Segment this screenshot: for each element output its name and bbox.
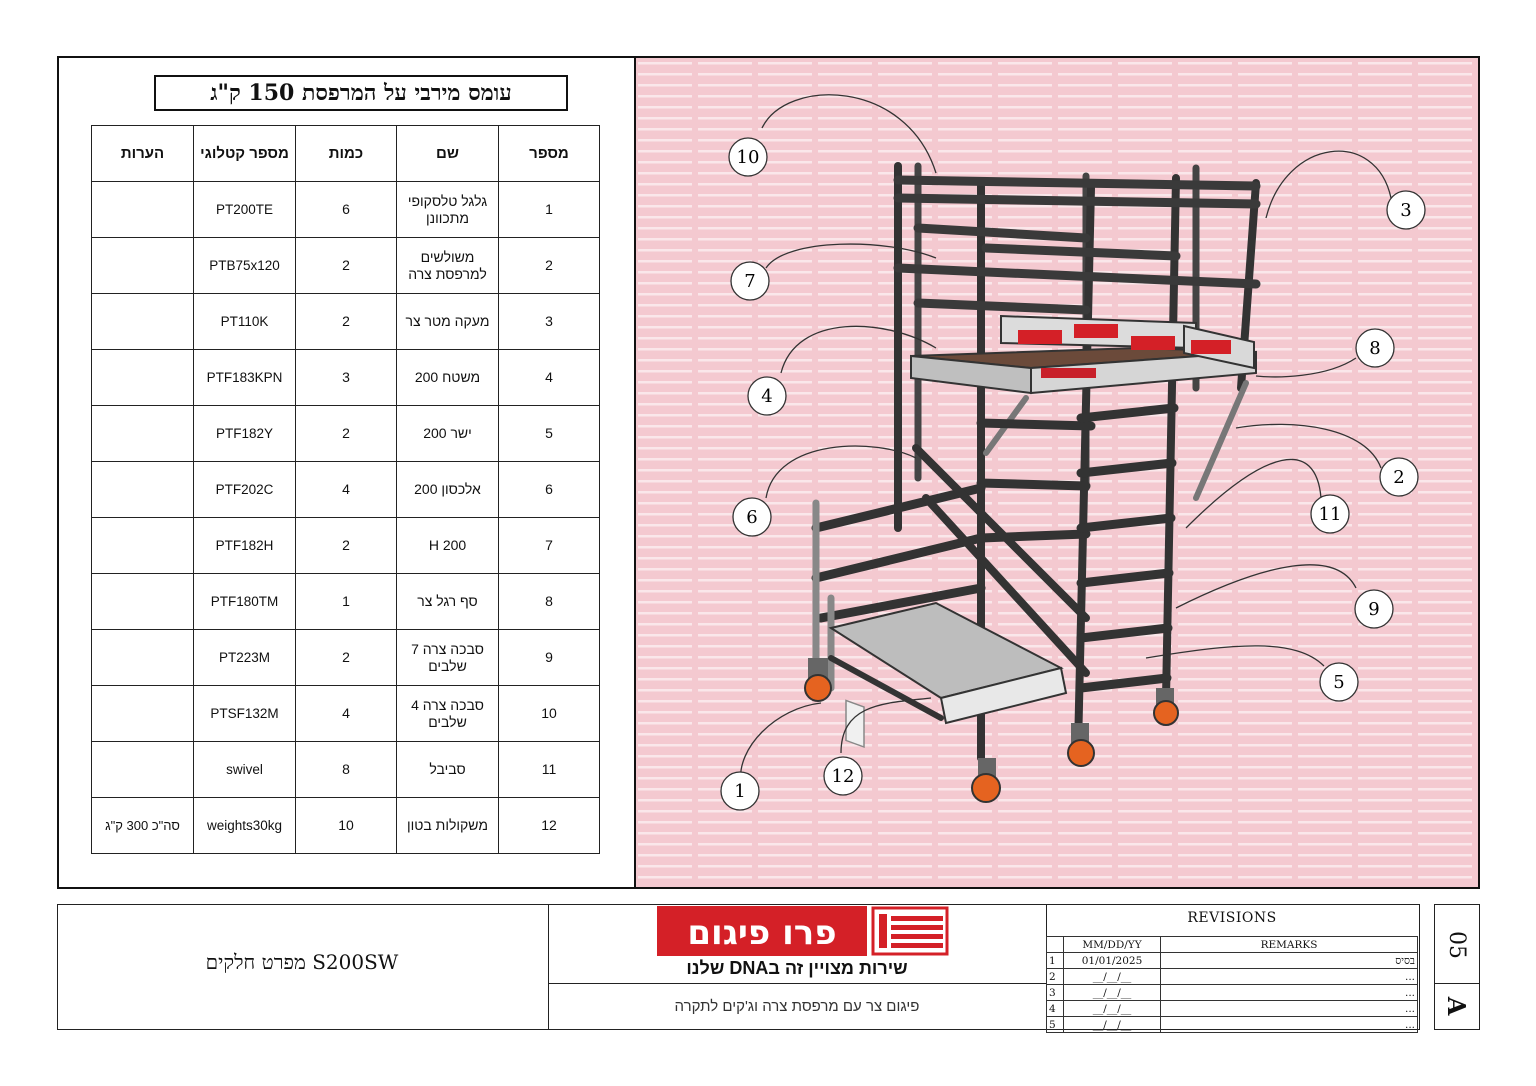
rev-header-date: MM/DD/YY [1064, 937, 1161, 953]
cell-catalog: PT110K [194, 294, 296, 350]
table-row [92, 406, 600, 462]
cell-quantity: 4 [296, 686, 397, 742]
table-row [92, 630, 600, 686]
cell-notes [92, 406, 194, 462]
rev-date: __/__/__ [1064, 969, 1161, 985]
svg-text:1: 1 [734, 781, 746, 802]
cell-name: H 200 [397, 518, 499, 574]
rev-header-remarks: REMARKS [1161, 937, 1418, 953]
rev-number: 2 [1047, 969, 1064, 985]
svg-text:10: 10 [736, 147, 760, 168]
callout-10 [729, 138, 767, 176]
callout-5 [1320, 663, 1358, 701]
toe-board-label-3 [1131, 336, 1175, 350]
revisions-table [1046, 936, 1418, 1033]
cell-quantity: 1 [296, 574, 397, 630]
cell-number: 3 [499, 294, 600, 350]
svg-text:4: 4 [761, 386, 773, 407]
table-row [92, 462, 600, 518]
toe-board-label-4 [1191, 340, 1231, 354]
table-row [92, 742, 600, 798]
drawing-name: S200SW מפרט חלקים [205, 950, 399, 974]
table-row [92, 350, 600, 406]
cell-notes [92, 518, 194, 574]
cell-number: 9 [499, 630, 600, 686]
svg-text:2: 2 [1393, 467, 1405, 488]
revisions-title: REVISIONS [1187, 910, 1277, 926]
cell-quantity: 6 [296, 182, 397, 238]
cell-catalog: PTF182Y [194, 406, 296, 462]
cell-name: ישר 200 [397, 406, 499, 462]
callout-2 [1380, 458, 1418, 496]
parts-table [91, 125, 600, 854]
table-row [92, 574, 600, 630]
logo-text: פרו פיגום [687, 913, 837, 953]
callout-9 [1355, 590, 1393, 628]
rev-number: 1 [1047, 953, 1064, 969]
callout-11 [1311, 495, 1349, 533]
cell-notes [92, 630, 194, 686]
parts-table-header [92, 126, 600, 182]
cell-quantity: 2 [296, 630, 397, 686]
cell-catalog: PTB75x120 [194, 238, 296, 294]
table-row [92, 686, 600, 742]
cell-notes [92, 462, 194, 518]
cell-notes [92, 238, 194, 294]
cell-quantity: 4 [296, 462, 397, 518]
cell-number: 10 [499, 686, 600, 742]
header-name: שם [397, 126, 499, 182]
max-load-title: עומס מירבי על המרפסת 150 ק"ג [154, 75, 568, 111]
cell-name: סבכה צרה 4 שלבים [397, 686, 499, 742]
scaffold-drawing [636, 58, 1478, 887]
revision-row [1047, 1001, 1418, 1017]
callout-7 [731, 262, 769, 300]
cell-number: 11 [499, 742, 600, 798]
cell-number: 5 [499, 406, 600, 462]
cell-catalog: swivel [194, 742, 296, 798]
revision-row [1047, 953, 1418, 969]
header-quantity: כמות [296, 126, 397, 182]
revisions-header [1047, 937, 1418, 953]
rev-remark: ... [1161, 985, 1418, 1001]
rev-remark: ... [1161, 1001, 1418, 1017]
callout-8 [1356, 329, 1394, 367]
cell-quantity: 2 [296, 238, 397, 294]
header-number: מספר [499, 126, 600, 182]
cell-notes [92, 294, 194, 350]
toe-board-label-1 [1018, 330, 1062, 344]
cell-catalog: PTF180TM [194, 574, 296, 630]
rev-date: 01/01/2025 [1064, 953, 1161, 969]
cell-number: 1 [499, 182, 600, 238]
cell-name: אלכסון 200 [397, 462, 499, 518]
cell-catalog: PT223M [194, 630, 296, 686]
caster-wheel [805, 658, 831, 701]
revision-row [1047, 1017, 1418, 1033]
rev-header-number [1047, 937, 1064, 953]
cell-number: 7 [499, 518, 600, 574]
title-block-divider [548, 904, 549, 1030]
rev-remark: ... [1161, 969, 1418, 985]
header-notes: הערות [92, 126, 194, 182]
cell-name: משקולות בטון [397, 798, 499, 854]
cell-number: 6 [499, 462, 600, 518]
cell-catalog: PTF202C [194, 462, 296, 518]
svg-text:12: 12 [831, 766, 855, 787]
callout-12 [824, 757, 862, 795]
rev-remark: בסיס [1161, 953, 1418, 969]
cell-catalog: PT200TE [194, 182, 296, 238]
cell-name: משטח 200 [397, 350, 499, 406]
cell-notes [92, 742, 194, 798]
callout-3 [1387, 191, 1425, 229]
cell-notes [92, 574, 194, 630]
cell-quantity: 8 [296, 742, 397, 798]
header-catalog: מספר קטלוגי [194, 126, 296, 182]
table-row [92, 294, 600, 350]
callout-4 [748, 377, 786, 415]
title-block-divider [548, 983, 1046, 984]
rev-number: 4 [1047, 1001, 1064, 1017]
rev-remark: ... [1161, 1017, 1418, 1033]
drawing-description: פיגום צר עם מרפסת צרה וג'קים לתקרה [674, 998, 920, 1015]
cell-catalog: weights30kg [194, 798, 296, 854]
cell-quantity: 2 [296, 406, 397, 462]
svg-text:5: 5 [1333, 672, 1345, 693]
cell-notes [92, 182, 194, 238]
cell-catalog: PTSF132M [194, 686, 296, 742]
rev-number: 3 [1047, 985, 1064, 1001]
svg-text:11: 11 [1318, 504, 1342, 525]
revision-row [1047, 969, 1418, 985]
table-row [92, 238, 600, 294]
cell-quantity: 2 [296, 294, 397, 350]
cell-number: 4 [499, 350, 600, 406]
cell-number: 2 [499, 238, 600, 294]
table-row [92, 518, 600, 574]
toe-board-label-2 [1074, 324, 1118, 338]
cell-name: גלגל טלסקופי מתכוונן [397, 182, 499, 238]
cell-number: 8 [499, 574, 600, 630]
cell-name: סבכה צרה 7 שלבים [397, 630, 499, 686]
cell-catalog: PTF182H [194, 518, 296, 574]
callout-1 [721, 772, 759, 810]
cell-notes [92, 350, 194, 406]
table-row [92, 798, 600, 854]
cell-quantity: 3 [296, 350, 397, 406]
svg-text:3: 3 [1400, 200, 1412, 221]
rev-date: __/__/__ [1064, 1017, 1161, 1033]
cell-notes [92, 686, 194, 742]
sheet-revision: A [1442, 996, 1472, 1016]
rev-date: __/__/__ [1064, 985, 1161, 1001]
cell-quantity: 10 [296, 798, 397, 854]
cell-name: סף רגל צר [397, 574, 499, 630]
cell-catalog: PTF183KPN [194, 350, 296, 406]
cell-name: משולשים למרפסת צרה [397, 238, 499, 294]
cell-quantity: 2 [296, 518, 397, 574]
rev-number: 5 [1047, 1017, 1064, 1033]
callout-6 [733, 498, 771, 536]
rev-date: __/__/__ [1064, 1001, 1161, 1017]
cell-name: מעקה מטר צר [397, 294, 499, 350]
svg-text:9: 9 [1368, 599, 1380, 620]
logo-mark-icon [873, 908, 947, 954]
sheet-number: 05 [1444, 931, 1470, 959]
cell-number: 12 [499, 798, 600, 854]
cell-name: סביבל [397, 742, 499, 798]
table-row [92, 182, 600, 238]
company-slogan: שירות מצויין זה בDNA שלנו [686, 958, 908, 978]
svg-text:8: 8 [1369, 338, 1381, 359]
cell-notes: סה"כ 300 ק"ג [92, 798, 194, 854]
svg-text:7: 7 [744, 271, 756, 292]
svg-text:6: 6 [746, 507, 758, 528]
revision-row [1047, 985, 1418, 1001]
company-logo [657, 906, 949, 956]
